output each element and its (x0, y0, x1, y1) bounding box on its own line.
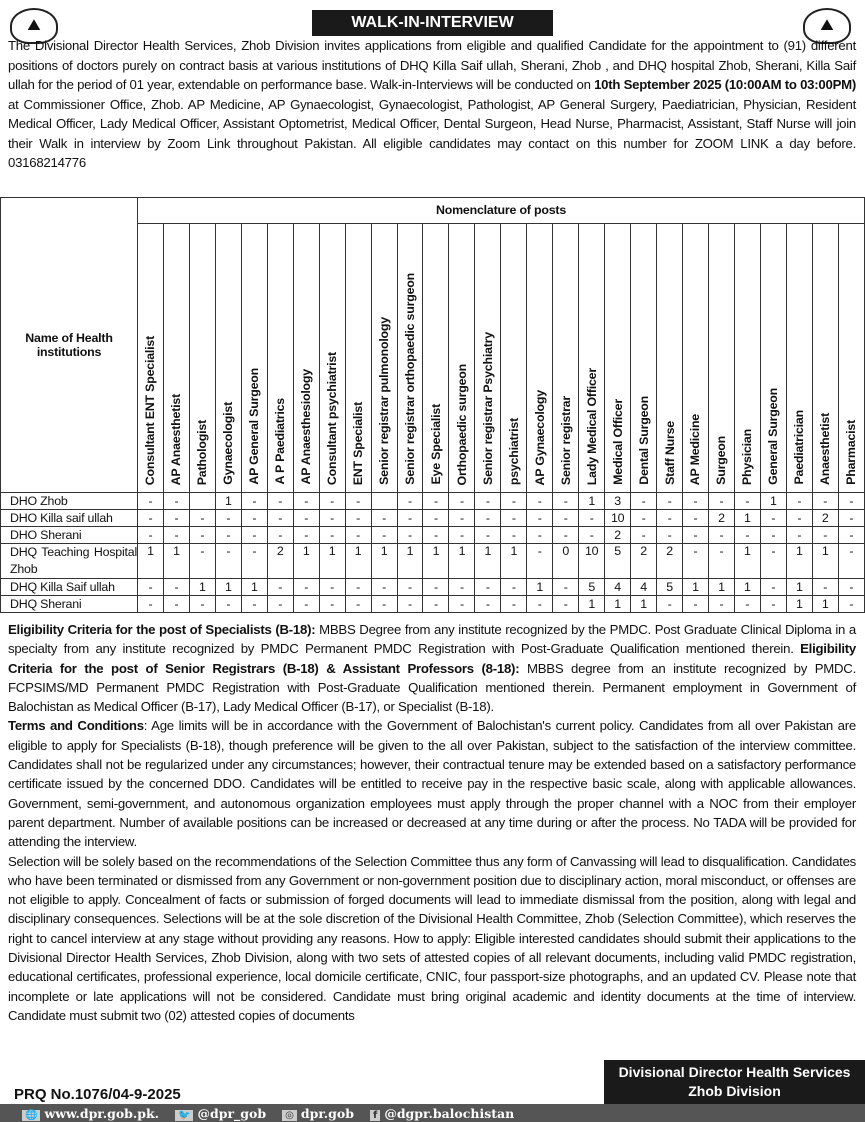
column-header (708, 224, 734, 493)
column-header (475, 224, 501, 493)
post-count-cell: 2 (657, 544, 683, 579)
institution-header: Name of Health institutions (1, 198, 138, 493)
column-header-label: Pathologist (195, 419, 210, 485)
table-row (1, 493, 865, 510)
post-count-cell: - (241, 544, 267, 579)
table-row (1, 596, 865, 613)
signatory-division: Zhob Division (688, 1083, 781, 1099)
post-count-cell: 1 (786, 579, 812, 596)
column-header-label: psychiatrist (506, 417, 521, 485)
column-header-label: Senior registrar Psychiatry (480, 332, 495, 485)
post-count-cell: - (293, 527, 319, 544)
post-count-cell: 1 (734, 510, 760, 527)
post-count-cell: - (760, 596, 786, 613)
post-count-cell: - (163, 510, 189, 527)
column-header (579, 224, 605, 493)
post-count-cell: - (631, 493, 657, 510)
column-header (449, 224, 475, 493)
column-header-label: A P Paediatrics (273, 398, 288, 485)
post-count-cell: - (553, 527, 579, 544)
specialist-criteria-title: Eligibility Criteria for the post of Specialists (B-18): (8, 622, 316, 637)
post-count-cell: - (449, 579, 475, 596)
post-count-cell: - (683, 493, 709, 510)
post-count-cell: 1 (527, 579, 553, 596)
instagram-text: dpr.gob (300, 1105, 354, 1121)
post-count-cell: 2 (631, 544, 657, 579)
post-count-cell: - (267, 579, 293, 596)
post-count-cell: 1 (163, 544, 189, 579)
post-count-cell: - (215, 544, 241, 579)
column-header-label: Senior registrar (558, 395, 573, 485)
post-count-cell: - (657, 510, 683, 527)
post-count-cell: - (475, 579, 501, 596)
institution-name: DHO Zhob (1, 493, 138, 510)
twitter-icon: 🐦 (175, 1110, 193, 1121)
post-count-cell: - (189, 596, 215, 613)
post-count-cell: - (189, 510, 215, 527)
column-header (605, 224, 631, 493)
post-count-cell: - (267, 493, 293, 510)
post-count-cell: - (501, 493, 527, 510)
post-count-cell: - (475, 596, 501, 613)
terms-text: : Age limits will be in accordance with the Government of Balochistan's current policy. Candidates from all over Pakistan are eligible to apply for Specialists (B-18), though preference will be given to the all over Pakistan, subject to the satisfaction of the interview committee. Candidates shall not be regularized under any circumstances; however, their contractual tenure may be extended based on a satisfactory performance certificate issued by the concerned DDO. Candidates will be entitled to receive pay in the respective basic scale, along with applicable allowances. Government, semi-government, and autonomous organization employees must apply through the proper channel with a NOC from their employer parent department. Number of available positions can be increased or decreased at any time during or after the process. No TADA will be provided for attending the interview. (8, 718, 856, 850)
post-count-cell: 2 (605, 527, 631, 544)
post-count-cell: - (527, 510, 553, 527)
post-count-cell: - (449, 510, 475, 527)
criteria-section (8, 620, 856, 1025)
post-count-cell: - (527, 596, 553, 613)
column-header-label: Consultant psychiatrist (325, 351, 340, 485)
post-count-cell: - (501, 510, 527, 527)
column-header-label: Senior registrar orthopaedic surgeon (403, 273, 417, 485)
post-count-cell: - (838, 510, 864, 527)
column-header (657, 224, 683, 493)
column-header-label: Gynaecologist (221, 402, 236, 485)
column-header-label: Surgeon (714, 436, 729, 485)
post-count-cell: - (527, 544, 553, 579)
post-count-cell: - (293, 493, 319, 510)
post-count-cell (189, 493, 215, 510)
post-count-cell: 1 (475, 544, 501, 579)
column-header-label: Consultant ENT Specialist (143, 335, 158, 485)
post-count-cell: - (553, 596, 579, 613)
column-header (293, 224, 319, 493)
post-count-cell: 1 (760, 493, 786, 510)
post-count-cell: - (138, 510, 164, 527)
post-count-cell: - (449, 527, 475, 544)
post-count-cell: - (579, 527, 605, 544)
post-count-cell: 1 (138, 544, 164, 579)
post-count-cell: 3 (605, 493, 631, 510)
post-count-cell: - (189, 544, 215, 579)
post-count-cell: 1 (501, 544, 527, 579)
post-count-cell: - (215, 596, 241, 613)
post-count-cell: - (760, 544, 786, 579)
post-count-cell: - (423, 596, 449, 613)
post-count-cell: - (760, 527, 786, 544)
column-header (786, 224, 812, 493)
column-header (138, 224, 164, 493)
post-count-cell: - (345, 596, 371, 613)
post-count-cell: 1 (631, 596, 657, 613)
post-count-cell: - (267, 527, 293, 544)
column-header-label: Eye Specialist (428, 404, 443, 485)
post-count-cell: - (683, 596, 709, 613)
column-header-label: Senior registrar pulmonology (377, 317, 392, 485)
post-count-cell: - (449, 493, 475, 510)
post-count-cell: 1 (734, 544, 760, 579)
post-count-cell: - (838, 544, 864, 579)
post-count-cell: - (163, 579, 189, 596)
post-count-cell: - (423, 510, 449, 527)
column-header-label: AP Medicine (688, 413, 703, 485)
post-count-cell: 1 (293, 544, 319, 579)
page-title: WALK-IN-INTERVIEW (312, 10, 553, 36)
post-count-cell: - (683, 510, 709, 527)
column-header-label: Lady Medical Officer (584, 367, 599, 485)
table-row (1, 579, 865, 596)
post-count-cell: 5 (605, 544, 631, 579)
post-count-cell: - (579, 510, 605, 527)
footer-bar (0, 1104, 865, 1122)
column-header (838, 224, 864, 493)
post-count-cell: - (241, 493, 267, 510)
post-count-cell: - (475, 527, 501, 544)
post-count-cell: 1 (215, 579, 241, 596)
post-count-cell: 2 (267, 544, 293, 579)
column-header (760, 224, 786, 493)
post-count-cell: - (838, 493, 864, 510)
post-count-cell: - (786, 510, 812, 527)
column-header (397, 224, 423, 493)
post-count-cell: 1 (812, 544, 838, 579)
post-count-cell: 2 (708, 510, 734, 527)
post-count-cell: 1 (786, 596, 812, 613)
column-header-label: Dental Surgeon (636, 396, 651, 485)
column-header-label: General Surgeon (766, 388, 781, 485)
post-count-cell: - (760, 510, 786, 527)
column-header-label: AP Anaesthesiology (299, 369, 314, 485)
post-count-cell: 5 (579, 579, 605, 596)
post-count-cell: 1 (319, 544, 345, 579)
post-count-cell: - (138, 493, 164, 510)
post-count-cell: 4 (605, 579, 631, 596)
post-count-cell: - (371, 579, 397, 596)
website-text: www.dpr.gob.pk. (44, 1105, 160, 1121)
post-count-cell: - (163, 596, 189, 613)
post-count-cell: - (760, 579, 786, 596)
post-count-cell: - (163, 493, 189, 510)
post-count-cell: - (397, 579, 423, 596)
specialist-criteria-text: MBBS Degree from any institute recognized by the PMDC. Post Graduate Clinical Diploma in a specialty from any institute recognized by PMDC Permanent PMDC Registration with Post-Graduate Qualification mentioned therein. (8, 622, 856, 657)
post-count-cell: - (319, 510, 345, 527)
post-count-cell: - (345, 527, 371, 544)
post-count-cell: 1 (215, 493, 241, 510)
post-count-cell: - (319, 596, 345, 613)
nomenclature-header: Nomenclature of posts (138, 198, 865, 224)
post-count-cell: 10 (605, 510, 631, 527)
post-count-cell: - (293, 510, 319, 527)
post-count-cell: 4 (631, 579, 657, 596)
website-link[interactable] (22, 1106, 159, 1121)
intro-paragraph (8, 36, 856, 173)
post-count-cell: - (397, 596, 423, 613)
government-emblem-left: ⛰ (10, 8, 58, 44)
table-row (1, 510, 865, 527)
post-count-cell: - (241, 510, 267, 527)
post-count-cell: 1 (708, 579, 734, 596)
senior-registrar-criteria-title: Eligibility Criteria for the post of Senior Registrars (B-18) & Assistant Professors (8-18): (8, 641, 856, 676)
post-count-cell: 0 (553, 544, 579, 579)
post-count-cell: - (657, 527, 683, 544)
column-header (812, 224, 838, 493)
post-count-cell: 1 (734, 579, 760, 596)
post-count-cell: - (293, 596, 319, 613)
column-header (631, 224, 657, 493)
intro-text-continued: at Commissioner Office, Zhob. AP Medicine, AP Gynaecologist, Gynaecologist, Pathologist, AP General Surgery, Paediatrician, Physician, Resident Medical Officer, Lady Medical Officer, Assistant Optometrist, Medical Officer, Dental Surgeon, Head Nurse, Pharmacist, Assistant, Staff Nurse will join their Walk in interview by Zoom Link throughout Pakistan. All eligible candidates may contact on this number for ZOOM LINK a day before. 03168214776 (8, 96, 856, 170)
post-count-cell: 1 (786, 544, 812, 579)
column-header (189, 224, 215, 493)
column-header-label: ENT Specialist (351, 401, 366, 485)
post-count-cell: - (553, 510, 579, 527)
post-count-cell: - (527, 493, 553, 510)
institution-name: DHQ Sherani (1, 596, 138, 613)
post-count-cell: - (138, 596, 164, 613)
post-count-cell: 1 (345, 544, 371, 579)
column-header-label: AP General Surgeon (247, 368, 262, 485)
post-count-cell: - (631, 510, 657, 527)
selection-text: Selection will be solely based on the recommendations of the Selection Committee thus any form of Canvassing will lead to disqualification. Candidates who have been terminated or dismissed from any Government or non-government position due to disciplinary action, moral misconduct, or offenses are not eligible to apply. Concealment of facts or submission of forged documents will lead to immediate dismissal from the position, along with legal and disciplinary consequences. Selections will be at the sole discretion of the Divisional Health Committee, Zhob (Selection Committee), which reserves the right to cancel interview at any stage without providing any reasons. How to apply: Eligible interested candidates should submit their applications to the Divisional Director Health Services, Zhob Division, along with two sets of attested copies of all relevant documents, including valid PMDC registration, educational certificates, professional experience, local domicile certificate, CNIC, four passport-size photographs, and an updated CV. Please note that incomplete or late applications will not be considered. Candidate must bring original academic and identity documents at the time of interview. Candidate must submit two (02) attested copies of documents (8, 853, 856, 1023)
terms-title: Terms and Conditions (8, 718, 144, 734)
column-header (163, 224, 189, 493)
column-header (241, 224, 267, 493)
post-count-cell: - (501, 596, 527, 613)
post-count-cell: - (812, 579, 838, 596)
post-count-cell: - (423, 527, 449, 544)
intro-text: The Divisional Director Health Services, Zhob Division invites applications from eligible and qualified Candidate for the appointment to (91) different positions of doctors purely on contract basis at various institutions of DHQ Killa Saif ullah, Sherani, Zhob , and DHQ hospital Zhob, Sherani, Killa Saif ullah for the period of 01 year, extendable on performance base. Walk-in-Interviews will be conducted on (8, 38, 856, 92)
government-emblem-right: ⛰ (803, 8, 851, 44)
post-count-cell: - (501, 579, 527, 596)
post-count-cell: - (189, 527, 215, 544)
post-count-cell: - (527, 527, 553, 544)
post-count-cell: - (708, 596, 734, 613)
column-header (345, 224, 371, 493)
twitter-link[interactable] (175, 1106, 266, 1121)
post-count-cell: - (397, 493, 423, 510)
globe-icon: 🌐 (22, 1110, 40, 1121)
post-count-cell: - (631, 527, 657, 544)
post-count-cell: - (319, 493, 345, 510)
prq-number: PRQ No.1076/04-9-2025 (14, 1086, 181, 1103)
twitter-text: @dpr_gob (197, 1105, 267, 1121)
post-count-cell: 10 (579, 544, 605, 579)
column-header (215, 224, 241, 493)
post-count-cell: 1 (579, 596, 605, 613)
column-header-label: Physician (740, 428, 755, 485)
post-count-cell: 1 (189, 579, 215, 596)
post-count-cell: - (397, 527, 423, 544)
post-count-cell: 1 (397, 544, 423, 579)
post-count-cell: - (215, 510, 241, 527)
column-header-label: Medical Officer (610, 399, 625, 485)
column-header (423, 224, 449, 493)
post-count-cell: - (267, 596, 293, 613)
post-count-cell: - (838, 596, 864, 613)
post-count-cell: 1 (371, 544, 397, 579)
column-header (501, 224, 527, 493)
institution-name: DHO Killa saif ullah (1, 510, 138, 527)
post-count-cell: - (423, 579, 449, 596)
column-header-label: Staff Nurse (662, 421, 677, 485)
column-header (683, 224, 709, 493)
column-header (527, 224, 553, 493)
post-count-cell: 1 (683, 579, 709, 596)
post-count-cell: - (293, 579, 319, 596)
post-count-cell: - (138, 579, 164, 596)
column-header-label: Pharmacist (844, 420, 859, 485)
post-count-cell: 5 (657, 579, 683, 596)
facebook-link[interactable] (370, 1106, 514, 1121)
post-count-cell: 1 (605, 596, 631, 613)
post-count-cell: - (838, 527, 864, 544)
column-header-label: AP Gynaecology (532, 389, 547, 485)
post-count-cell: - (683, 544, 709, 579)
post-count-cell: - (397, 510, 423, 527)
institution-name: DHQ Killa Saif ullah (1, 579, 138, 596)
post-count-cell: - (657, 596, 683, 613)
column-header-label: Anaesthetist (818, 413, 833, 485)
post-count-cell: - (734, 493, 760, 510)
institution-name: DHQ Teaching Hospital Zhob (1, 544, 138, 579)
post-count-cell: - (708, 544, 734, 579)
post-count-cell: 1 (579, 493, 605, 510)
post-count-cell: - (553, 493, 579, 510)
institution-name: DHO Sherani (1, 527, 138, 544)
column-header (267, 224, 293, 493)
post-count-cell: - (345, 579, 371, 596)
column-header (734, 224, 760, 493)
post-count-cell: - (138, 527, 164, 544)
post-count-cell: - (708, 527, 734, 544)
interview-date: 10th September 2025 (10:00AM to 03:00PM) (594, 77, 857, 92)
posts-table (0, 197, 865, 613)
post-count-cell: - (838, 579, 864, 596)
post-count-cell: - (683, 527, 709, 544)
post-count-cell: - (319, 579, 345, 596)
post-count-cell: - (734, 596, 760, 613)
post-count-cell: - (345, 510, 371, 527)
post-count-cell: - (475, 493, 501, 510)
post-count-cell: - (163, 527, 189, 544)
facebook-text: @dgpr.balochistan (384, 1105, 515, 1121)
post-count-cell: - (734, 527, 760, 544)
signatory-block (604, 1060, 865, 1104)
post-count-cell: - (371, 510, 397, 527)
post-count-cell: - (657, 493, 683, 510)
post-count-cell (371, 493, 397, 510)
instagram-icon: ◎ (282, 1110, 297, 1121)
post-count-cell: - (371, 596, 397, 613)
facebook-icon: f (370, 1110, 380, 1121)
senior-registrar-criteria-text: MBBS degree from an institute recognized by PMDC. FCPSIMS/MD Permanent PMDC Registration with Post-Graduate Qualification mentioned therein. Permanent employment in Government of Balochistan as Medical Officer (B-17), Lady Medical Officer (B-17), or Specialist (B-18). (8, 660, 856, 715)
table-row (1, 527, 865, 544)
column-header (553, 224, 579, 493)
post-count-cell: - (371, 527, 397, 544)
post-count-cell: 1 (423, 544, 449, 579)
post-count-cell: - (449, 596, 475, 613)
instagram-link[interactable] (282, 1106, 354, 1121)
table-row (1, 544, 865, 579)
post-count-cell: - (812, 493, 838, 510)
column-header (371, 224, 397, 493)
post-count-cell: - (345, 493, 371, 510)
post-count-cell: - (708, 493, 734, 510)
column-header (319, 224, 345, 493)
post-count-cell: 1 (812, 596, 838, 613)
post-count-cell: - (786, 527, 812, 544)
post-count-cell: - (553, 579, 579, 596)
post-count-cell: - (267, 510, 293, 527)
post-count-cell: - (475, 510, 501, 527)
post-count-cell: - (812, 527, 838, 544)
column-header-label: Orthopaedic surgeon (454, 363, 469, 485)
post-count-cell: - (215, 527, 241, 544)
post-count-cell: - (241, 527, 267, 544)
post-count-cell: 1 (241, 579, 267, 596)
post-count-cell: 1 (449, 544, 475, 579)
post-count-cell: - (786, 493, 812, 510)
post-count-cell: - (241, 596, 267, 613)
post-count-cell: 2 (812, 510, 838, 527)
post-count-cell: - (423, 493, 449, 510)
post-count-cell: - (319, 527, 345, 544)
post-count-cell: - (501, 527, 527, 544)
column-header-label: Paediatrician (792, 410, 807, 485)
signatory-title: Divisional Director Health Services (618, 1064, 851, 1080)
column-header-label: AP Anaesthetist (169, 393, 184, 485)
